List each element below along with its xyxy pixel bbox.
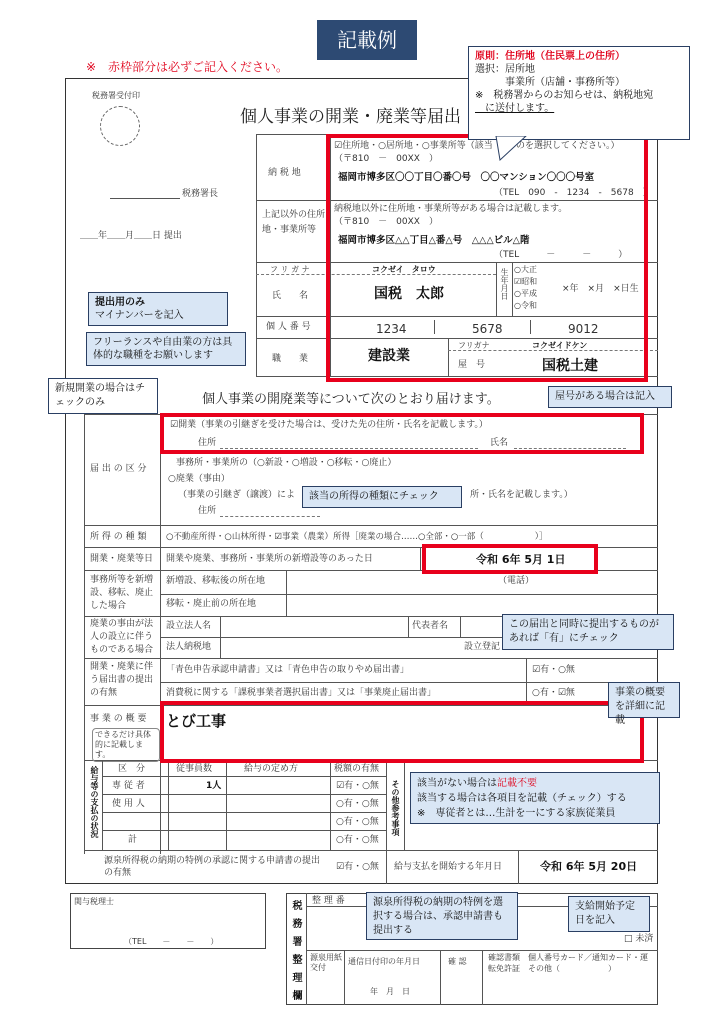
callout-address — [468, 46, 690, 140]
income-value: ○不動産所得・○山林所得・☑事業（農業）所得［廃業の場合……○全部・○一部（ ）］ — [166, 532, 548, 542]
occupation-value: 建設業 — [368, 348, 410, 364]
tax-office-label: 税務署長 — [182, 189, 219, 199]
haigyo-sub: （事業の引継ぎ（譲渡）によ — [178, 490, 296, 500]
office-use-label: 税務署整理欄 — [290, 900, 301, 1008]
callout-address-pointer — [490, 136, 530, 162]
gensen-yoshi: 源泉用紙交付 — [310, 953, 342, 972]
address-tel: （TEL 090 - 1234 - 5678 ） — [494, 188, 652, 198]
section-title: 個人事業の開廃業等について次のとおり届けます。 — [202, 392, 500, 407]
kaigyo-name: 氏名 — [490, 438, 509, 448]
address-options-tail: のを選択してください。） — [516, 141, 620, 151]
address-postal: （〒810 － 00XX ） — [334, 154, 438, 164]
callout-none — [410, 772, 660, 824]
row-senju-count: 1人 — [206, 781, 222, 791]
receipt-stamp-label: 税務署受付印 — [92, 91, 140, 100]
redbox-kaigyo — [160, 413, 644, 454]
submit-date: ＿＿年＿＿月＿＿日 提出 — [80, 231, 182, 241]
shop-value: 国税土建 — [542, 358, 598, 374]
birth-label: 生年月日 — [500, 268, 509, 300]
office-new: 新増設、移転後の所在地 — [166, 576, 266, 586]
name-value: 国税 太郎 — [374, 286, 444, 302]
shop-furigana-value: コクゼイドケン — [532, 341, 588, 350]
row-extra-tax: ○有・○無 — [336, 817, 379, 827]
gensen-label: 源泉所得税の納期の特例の承認に関する申請書の提出の有無 — [104, 856, 321, 878]
furigana-label: フ リ ガ ナ — [270, 265, 310, 274]
birth-value: ×年 ×月 ×日生 — [562, 284, 639, 294]
tax-accountant-label: 関与税理士 — [74, 897, 114, 906]
redbox-business — [160, 701, 644, 763]
furigana-value: コクゼイ タロウ — [372, 265, 436, 274]
ymd-label: 年 月 日 — [370, 987, 410, 996]
other-address-tel: （TEL － － ） — [494, 250, 628, 260]
tax-office-line — [110, 198, 180, 199]
receipt-stamp-circle — [100, 106, 140, 146]
shop-label: 屋 号 — [458, 360, 486, 370]
office-move-label: 事務所等を新増設、移転、廃止した場合 — [90, 575, 154, 611]
example-title: 記載例 — [317, 20, 417, 60]
callout-app-same: この届出と同時に提出するものがあれば「有」にチェック — [502, 614, 674, 650]
category-label: 届 出 の 区 分 — [90, 464, 147, 474]
redbox-date — [422, 544, 598, 574]
era-reiwa: ○令和 — [514, 301, 537, 310]
tax-accountant-tel: （TEL － － ） — [124, 937, 219, 946]
corp-date: 設立登記 — [464, 642, 501, 652]
callout-address-l1: 選択：居所地 — [475, 64, 535, 75]
other-address-note: 納税地以外に住所地・事業所等がある場合は記載します。 — [334, 204, 568, 214]
callout-none-l2: 該当する場合は各項目を記載（チェック）する — [417, 793, 627, 804]
col-count: 従事員数 — [176, 764, 213, 774]
row-senju-tax: ☑有・○無 — [336, 781, 379, 791]
business-hint: できるだけ具体的に記載します。 — [92, 728, 160, 762]
callout-kaigyo: 新規開業の場合はチェックのみ — [48, 378, 158, 414]
callout-address-title: 原則：住所地（住民票上の住所） — [475, 51, 625, 62]
row-total-tax: ○有・○無 — [336, 835, 379, 845]
app-label: 開業・廃業に伴う届出書の提出の有無 — [90, 662, 154, 698]
salary-label: 給与等の支払の状況 — [90, 766, 99, 838]
app-blue: 「青色申告承認申請書」又は「青色申告の取りやめ届出書」 — [166, 665, 410, 675]
callout-mynumber-title: 提出用のみ — [95, 297, 145, 308]
address-options: ☑住所地・○居所地・○事業所等（該当 — [334, 141, 493, 151]
callout-mynumber — [88, 292, 228, 326]
era-heisei: ○平成 — [514, 289, 537, 298]
corp-place: 法人納税地 — [166, 642, 212, 652]
callout-pay-start: 支給開始予定日を記入 — [568, 896, 650, 932]
seiri-label: 整 理 番 — [312, 896, 345, 906]
haigyo-line: ○廃業（事由） — [168, 474, 230, 484]
callout-address-l3: ※ 税務署からのお知らせは、納税地宛 — [475, 90, 654, 101]
row-shiyo-tax: ○有・○無 — [336, 799, 379, 809]
mynumber-1: 1234 — [376, 322, 407, 336]
corp-name: 設立法人名 — [166, 621, 212, 631]
callout-freelance: フリーランスや自由業の方は具体的な職種をお願いします — [86, 332, 246, 366]
era-showa: ☑昭和 — [514, 277, 538, 286]
mynumber-2: 5678 — [472, 322, 503, 336]
row-total: 計 — [128, 835, 138, 845]
app-blue-value: ☑有・○無 — [532, 665, 575, 675]
row-senju: 専 従 者 — [112, 781, 145, 791]
occupation-label: 職 業 — [272, 354, 309, 364]
callout-shop: 屋号がある場合は記入 — [548, 386, 672, 408]
kakunin-docs: 確認書類 個人番号カード／通知カード・運転免許証 その他（ ） — [488, 953, 648, 973]
kaigyo-line: ☑開業（事業の引継ぎを受けた場合は、受けた先の住所・氏名を記載します。） — [170, 420, 488, 430]
other-address-label: 上記以外の住所地・事業所等 — [262, 210, 326, 235]
callout-mynumber-body: マイナンバーを記入 — [95, 310, 184, 321]
callout-address-l4: に送付します。 — [475, 103, 555, 114]
corp-label: 廃業の事由が法人の設立に伴うものである場合 — [90, 619, 154, 655]
callout-income: 該当の所得の種類にチェック — [302, 486, 462, 508]
date-label: 開業・廃業等日 — [90, 554, 154, 564]
app-tax: 消費税に関する「課税事業者選択届出書」又は「事業廃止届出書」 — [166, 688, 437, 698]
shop-furigana-label: フリガナ — [458, 341, 490, 350]
kaigyo-address: 住所 — [198, 438, 217, 448]
other-address-value: 福岡市博多区△△丁目△番△号 △△△ビル△階 — [338, 235, 530, 246]
date-value: 令和 6年 5月 1日 — [476, 553, 566, 566]
other-items-label: その他参考事項 — [391, 780, 400, 836]
required-note: ※ 赤枠部分は必ずご記入ください。 — [86, 60, 289, 74]
app-tax-value: ○有・☑無 — [532, 688, 575, 698]
name-label: 氏 名 — [272, 291, 309, 301]
kakunin-label: 確 認 — [448, 957, 467, 966]
office-tel: （電話） — [498, 576, 535, 586]
row-shiyo: 使 用 人 — [112, 799, 145, 809]
tsushin-label: 通信日付印の年月日 — [348, 957, 420, 966]
table-left-border — [256, 134, 257, 376]
mizumi-label: □ 未済 — [624, 934, 654, 944]
haigyo-sub-tail: 所・氏名を記載します。） — [470, 490, 573, 500]
business-label: 事 業 の 概 要 — [90, 714, 147, 724]
corp-rep: 代表者名 — [412, 621, 449, 631]
form-title: 個人事業の開業・廃業等届出 — [240, 107, 461, 127]
date-description: 開業や廃業、事務所・事業所の新増設等のあった日 — [166, 554, 373, 564]
mynumber-3: 9012 — [568, 322, 599, 336]
pay-start-value: 令和 6年 5月 20日 — [540, 860, 638, 873]
col-rule: 給与の定め方 — [244, 764, 299, 774]
callout-none-l1a: 該当がない場合は — [417, 778, 497, 789]
income-label: 所 得 の 種 類 — [90, 532, 147, 542]
callout-address-l2: 事業所（店舗・事務所等） — [475, 77, 625, 88]
col-kubun: 区 分 — [118, 764, 146, 774]
mynumber-label: 個 人 番 号 — [266, 322, 311, 332]
callout-business: 事業の概要を詳細に記載 — [608, 682, 680, 718]
redbox-identity — [326, 134, 648, 382]
callout-none-l3: ※ 専従者とは…生計を一にする家族従業員 — [417, 808, 616, 819]
business-value: とび工事 — [166, 712, 227, 730]
col-tax: 税額の有無 — [334, 764, 380, 774]
era-taisho: ○大正 — [514, 265, 537, 274]
other-address-postal: （〒810 － 00XX ） — [334, 217, 438, 227]
callout-none-l1b: 記載不要 — [497, 778, 537, 789]
address-label: 納 税 地 — [268, 168, 301, 178]
pay-start-label: 給与支払を開始する年月日 — [394, 862, 503, 872]
callout-gensen: 源泉所得税の納期の特例を選択する場合は、承認申請書も提出する — [366, 892, 518, 940]
address-value: 福岡市博多区〇〇丁目〇番〇号 〇〇マンション〇〇〇号室 — [338, 172, 595, 183]
office-line: 事務所・事業所の（○新設・○増設・○移転・○廃止） — [176, 458, 397, 468]
gensen-value: ☑有・○無 — [336, 862, 379, 872]
office-old: 移転・廃止前の所在地 — [166, 599, 257, 609]
haigyo-address: 住所 — [198, 506, 217, 516]
